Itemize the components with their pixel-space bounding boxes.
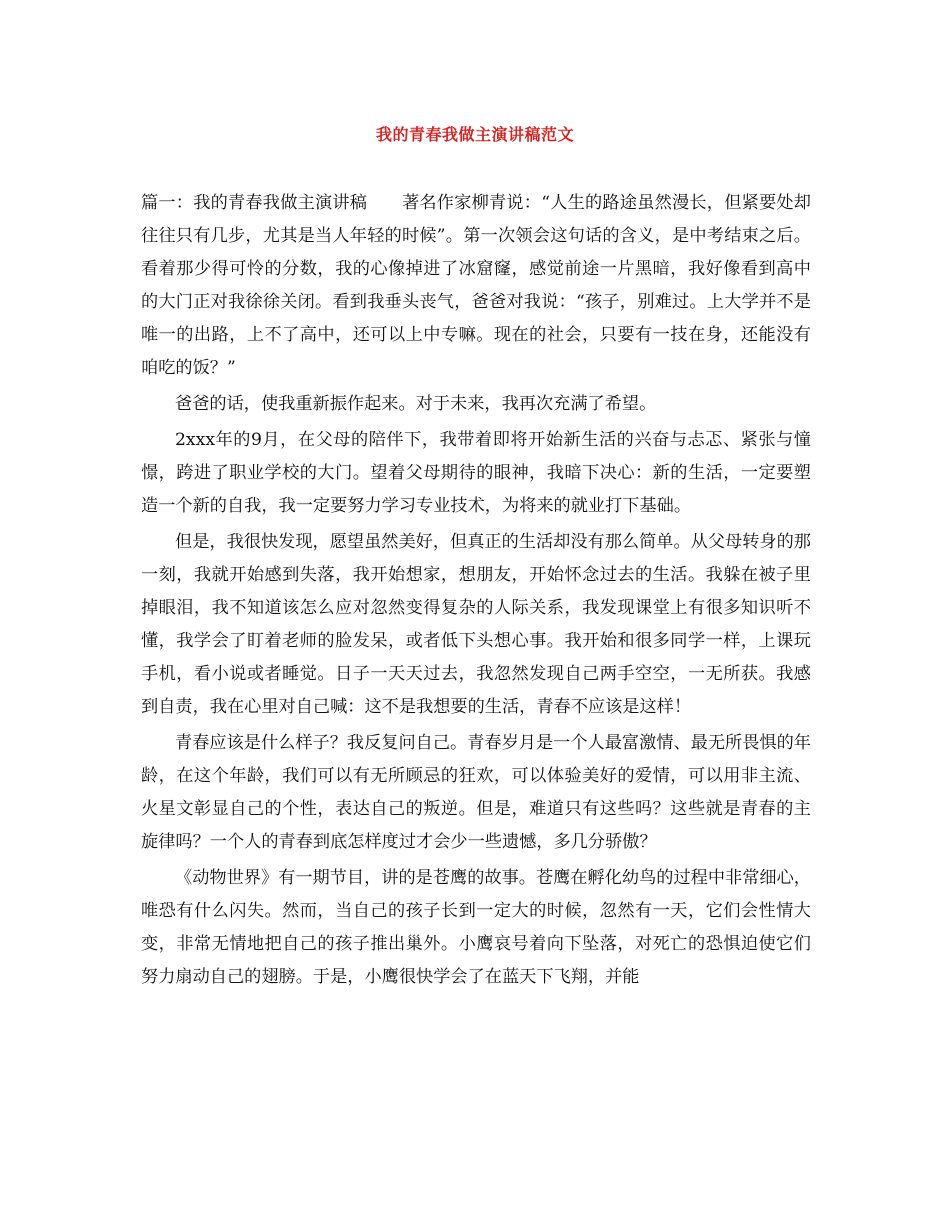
document-title: 我的青春我做主演讲稿范文 xyxy=(375,125,574,144)
paragraph-3: 2xxx年的9月，在父母的陪伴下，我带着即将开始新生活的兴奋与忐忑、紧张与憧憬，跨进了职业学校的大门。望着父母期待的眼神，我暗下决心：新的生活，一定要塑造一个新的自我，我一定要努力学习专业技术，为将来的就业打下基础。 xyxy=(141,430,811,516)
document-body xyxy=(141,187,811,994)
paragraph-5: 青春应该是什么样子？我反复问自己。青春岁月是一个人最富激情、最无所畏惧的年龄，在这个年龄，我们可以有无所顾忌的狂欢，可以体验美好的爱情，可以用非主流、火星文彰显自己的个性，表达自己的叛逆。但是，难道只有这些吗？这些就是青春的主旋律吗？一个人的青春到底怎样度过才会少一些遗憾，多几分骄傲？ xyxy=(141,733,811,852)
paragraph-2: 爸爸的话，使我重新振作起来。对于未来，我再次充满了希望。 xyxy=(175,394,657,414)
paragraph-1: 篇一：我的青春我做主演讲稿 著名作家柳青说：“人生的路途虽然漫长，但紧要处却往往只有几步，尤其是当人年轻的时候”。第一次领会这句话的含义，是中考结束之后。看着那少得可怜的分数，我的心像掉进了冰窟窿，感觉前途一片黑暗，我好像看到高中的大门正对我徐徐关闭。看到我垂头丧气，爸爸对我说：“孩子，别难过。上大学并不是唯一的出路，上不了高中，还可以上中专嘛。现在的社会，只要有一技在身，还能没有咱吃的饭？” xyxy=(141,193,811,378)
paragraph-4: 但是，我很快发现，愿望虽然美好，但真正的生活却没有那么简单。从父母转身的那一刻，我就开始感到失落，我开始想家，想朋友，开始怀念过去的生活。我躲在被子里掉眼泪，我不知道该怎么应对忽然变得复杂的人际关系，我发现课堂上有很多知识听不懂，我学会了盯着老师的脸发呆，或者低下头想心事。我开始和很多同学一样，上课玩手机，看小说或者睡觉。日子一天天过去，我忽然发现自己两手空空，一无所获。我感到自责，我在心里对自己喊：这不是我想要的生活，青春不应该是这样！ xyxy=(141,532,811,717)
paragraph-6: 《动物世界》有一期节目，讲的是苍鹰的故事。苍鹰在孵化幼鸟的过程中非常细心，唯恐有什么闪失。然而，当自己的孩子长到一定大的时候，忽然有一天，它们会性情大变，非常无情地把自己的孩子推出巢外。小鹰哀号着向下坠落，对死亡的恐惧迫使它们努力扇动自己的翅膀。于是，小鹰很快学会了在蓝天下飞翔，并能 xyxy=(141,868,811,987)
